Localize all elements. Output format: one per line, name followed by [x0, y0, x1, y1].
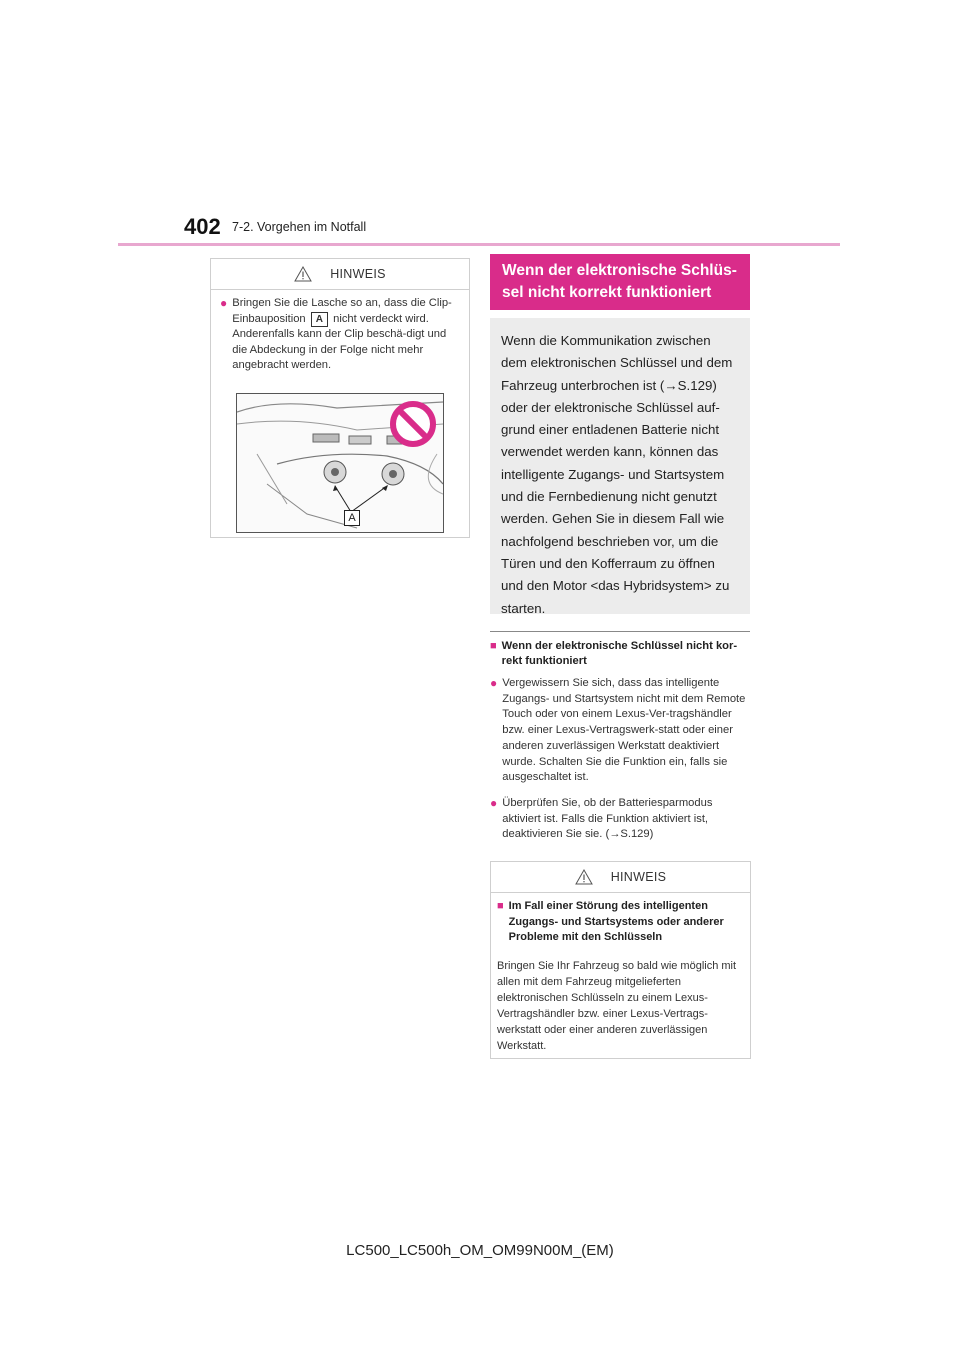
bullet-text-after: nicht verdeckt wird. Anderenfalls kann der Clip beschä-digt und die Abdeckung in der Folge nicht mehr angebracht werden.: [232, 312, 447, 371]
callout-a-marker: A: [311, 312, 328, 327]
bullet-dot-icon: ●: [490, 796, 498, 810]
section-title: 7-2. Vorgehen im Notfall: [232, 220, 367, 234]
bullet-text-before: Bringen Sie die Lasche so an, dass die Clip-Einbauposition: [232, 297, 452, 325]
hinweis-label: HINWEIS: [330, 267, 386, 281]
hinweis-box-left: [210, 258, 470, 538]
subheading: [490, 639, 752, 668]
hinweis-header: [211, 259, 469, 290]
section-heading: Wenn der elektronische Schlüs-sel nicht korrekt funktioniert: [490, 254, 750, 310]
prohibition-icon: [393, 404, 433, 444]
intro-text: Wenn die Kommunikation zwischen dem elektronischen Schlüssel und dem Fahrzeug unterbrochen ist (→S.129) oder der elektronische Schlüssel auf-grund einer entladenen Batterie nicht verwendet werden kann, können das intelligente Zugangs- und Startsystem und die Fernbedienung nicht genutzt werden. Gehen Sie in diesem Fall wie nachfolgend beschrieben vor, um die Türen und den Kofferraum zu öffnen und den Motor <das Hybridsystem> zu starten.: [501, 333, 733, 616]
list-item: [490, 676, 752, 786]
bullet-text: Vergewissern Sie sich, dass das intelligente Zugangs- und Startsystem nicht mit dem Remote Touch oder von einem Lexus-Ver-tragshändler bzw. einer Lexus-Vertragswerk-statt oder einer anderen zuverlässigen Werkstatt deaktiviert wurde. Schalten Sie die Funktion ein, falls sie ausgeschaltet ist.: [502, 677, 746, 784]
square-bullet-icon: ■: [497, 900, 504, 912]
hinweis-label: HINWEIS: [610, 870, 667, 884]
subheading-rule: [490, 631, 750, 632]
page-number: 402: [184, 214, 221, 239]
bullet-text: Überprüfen Sie, ob der Batteriesparmodus aktiviert ist. Falls die Funktion aktiviert ist, deaktivieren Sie sie. (→S.129): [502, 797, 713, 841]
hinweis-box-right: [490, 861, 751, 1059]
footer-doc-code: LC500_LC500h_OM_OM99N00M_(EM): [346, 1242, 614, 1259]
hinweis-title-text: Im Fall einer Störung des intelligenten Zugangs- und Startsystems oder anderer Probleme mit den Schlüsseln: [508, 900, 724, 943]
hinweis-title: [497, 899, 745, 946]
bullet-dot-icon: ●: [490, 676, 498, 690]
bullet-dot-icon: ●: [220, 296, 228, 310]
list-item: [490, 796, 752, 843]
list-item: [220, 296, 460, 374]
square-bullet-icon: ■: [490, 640, 497, 652]
clip-illustration: [236, 393, 444, 533]
intro-panel: [490, 318, 750, 614]
hinweis-text: Bringen Sie Ihr Fahrzeug so bald wie möglich mit allen mit dem Fahrzeug mitgelieferten elektronischen Schlüsseln zu einem Lexus-Vertragshändler bzw. einer Lexus-Vertrags-werkstatt oder einer anderen zuverlässigen Werkstatt.: [497, 959, 737, 1052]
subheading-text: Wenn der elektronische Schlüssel nicht kor-rekt funktioniert: [501, 640, 738, 667]
figure-marker-a: A: [344, 510, 360, 526]
warning-triangle-icon: [294, 266, 312, 282]
hinweis-header: [491, 862, 750, 893]
header-rule: [118, 243, 840, 246]
clip-drawing: [237, 394, 443, 532]
warning-triangle-icon: [575, 869, 593, 885]
